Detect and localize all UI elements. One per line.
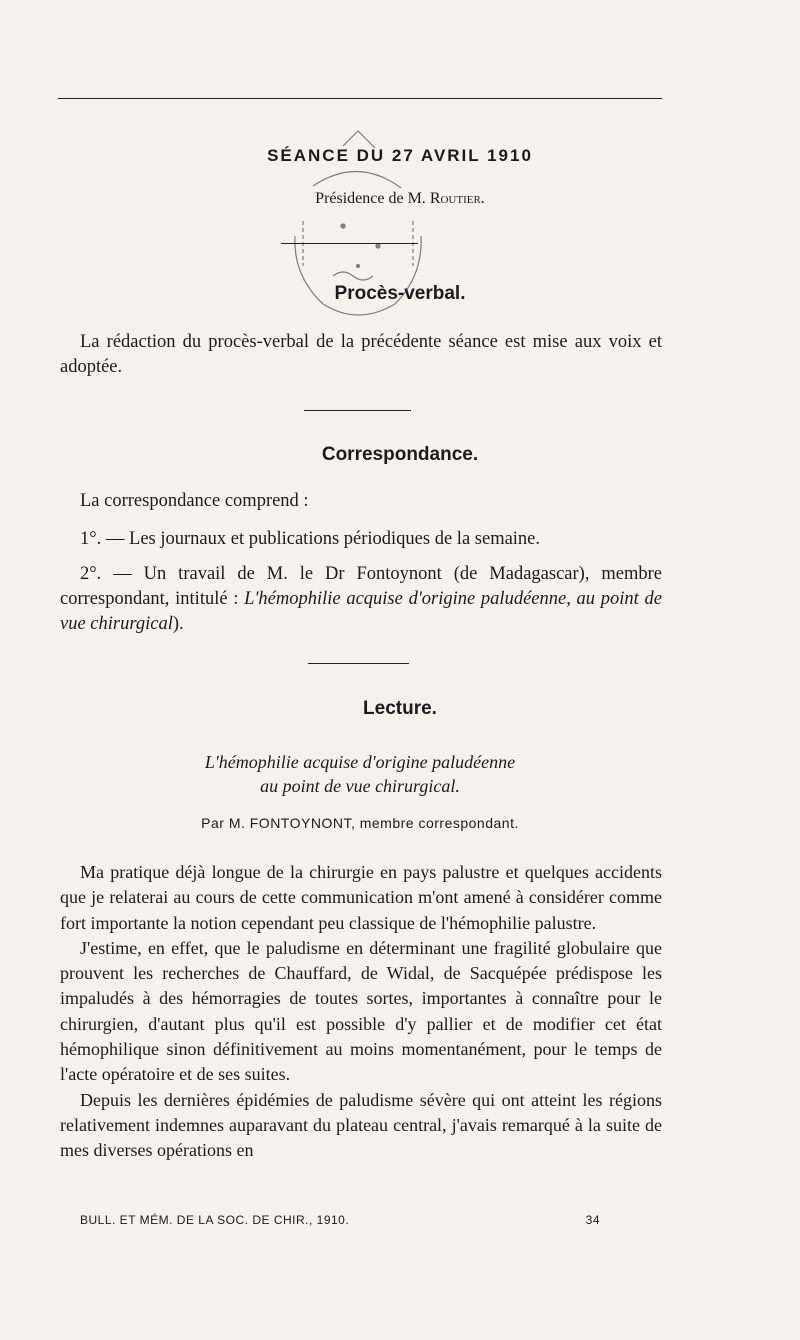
article-byline: Par M. FONTOYNONT, membre correspondant. xyxy=(201,815,519,831)
footer-citation: BULL. ET MÉM. DE LA SOC. DE CHIR., 1910. xyxy=(80,1213,350,1227)
page-footer xyxy=(80,1213,600,1227)
header-rule xyxy=(58,98,662,99)
proces-verbal-heading: Procès-verbal. xyxy=(334,283,466,304)
section-rule xyxy=(281,243,418,244)
article-title-line-1: L'hémophilie acquise d'origine paludéenne xyxy=(204,752,516,772)
correspondance-item-2-end: ). xyxy=(172,614,184,634)
correspondance-item-2-text: 2°. — Un travail de M. le Dr Fontoynont (de Madagascar), membre correspondant, intitulé : xyxy=(60,564,662,609)
article-paragraph: Depuis les dernières épidémies de paludisme sévère qui ont atteint les régions relativement indemnes auparavant du plateau central, j'avais remarqué à la suite de mes diverses opérations en xyxy=(60,1089,662,1161)
correspondance-item-1: 1°. — Les journaux et publications périodiques de la semaine. xyxy=(80,529,541,549)
article-body xyxy=(60,860,662,1164)
section-rule xyxy=(304,410,411,411)
correspondance-item-2-title: L'hémophilie acquise d'origine paludéenne, au point de vue chirurgical xyxy=(60,589,662,634)
seance-heading: SÉANCE DU 27 AVRIL 1910 xyxy=(267,146,533,165)
page-number: 34 xyxy=(585,1213,600,1227)
article-paragraph: Ma pratique déjà longue de la chirurgie en pays palustre et quelques accidents que je relaterai au cours de cette communication m'ont amené à considérer comme fort importante la notion cependant peu classique de l'hémophilie palustre. xyxy=(60,862,662,933)
lecture-heading: Lecture. xyxy=(363,698,437,719)
section-rule xyxy=(308,663,409,664)
correspondance-intro: La correspondance comprend : xyxy=(80,491,309,511)
article-paragraph: J'estime, en effet, que le paludisme en déterminant une fragilité globulaire que prouvent les recherches de Chauffard, de Widal, de Sacquépée prédispose les impaludés à des hémorragies de toutes sortes, importantes à connaître pour le chirurgien, d'autant plus qu'il est possible d'y pallier et de modifier cet état hémophilique sinon définitivement au moins momentanément, pour le temps de l'acte opératoire et de ses suites. xyxy=(60,937,662,1085)
president-name: Routier. xyxy=(429,190,485,207)
proces-verbal-text: La rédaction du procès-verbal de la précédente séance est mise aux voix et adoptée. xyxy=(60,332,662,377)
correspondance-heading: Correspondance. xyxy=(321,444,479,465)
article-title-line-2: au point de vue chirurgical. xyxy=(260,776,460,796)
presidence-prefix: Présidence de M. xyxy=(315,190,430,207)
correspondance-item-2 xyxy=(60,562,662,637)
